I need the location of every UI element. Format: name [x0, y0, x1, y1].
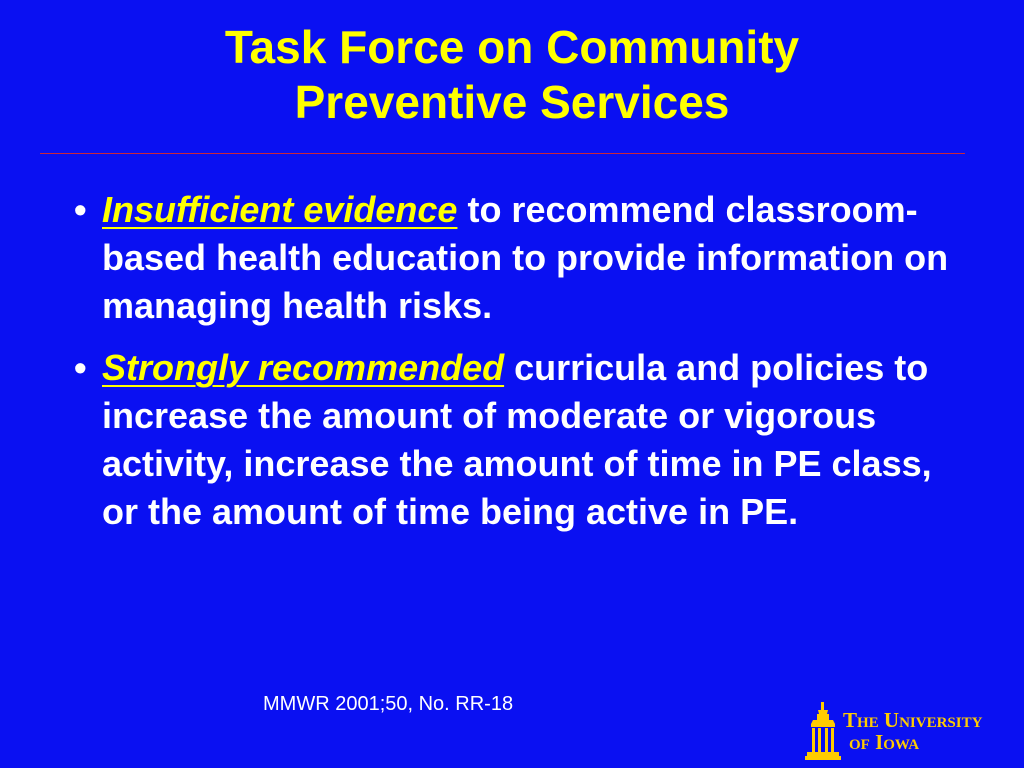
bullet-item: [60, 186, 960, 330]
bullet-text: to recommend classroom-based health education to provide information on managing health risks.: [102, 189, 949, 326]
slide-title-line-2: Preventive Services: [294, 76, 730, 128]
logo-text-line-2: of Iowa: [849, 730, 920, 754]
logo-text-line-1: The University: [843, 708, 983, 732]
bullet-marker-icon: •: [74, 189, 87, 230]
slide-title: [0, 20, 1024, 130]
old-capitol-icon: [805, 700, 841, 762]
slide-title-line-1: Task Force on Community: [224, 21, 800, 73]
citation: MMWR 2001;50, No. RR-18: [263, 693, 514, 715]
bullet-item: [60, 344, 960, 536]
bullet-text: curricula and policies to increase the amount of moderate or vigorous activity, increase the amount of time in PE class, or the amount of time being active in PE.: [102, 347, 932, 532]
bullet-marker-icon: •: [74, 347, 87, 388]
bullet-emphasis: Insufficient evidence: [102, 189, 458, 230]
bullet-emphasis: Strongly recommended: [102, 347, 505, 388]
bullet-list: [60, 186, 960, 550]
title-divider: [40, 153, 965, 154]
university-logo: [805, 700, 1015, 762]
